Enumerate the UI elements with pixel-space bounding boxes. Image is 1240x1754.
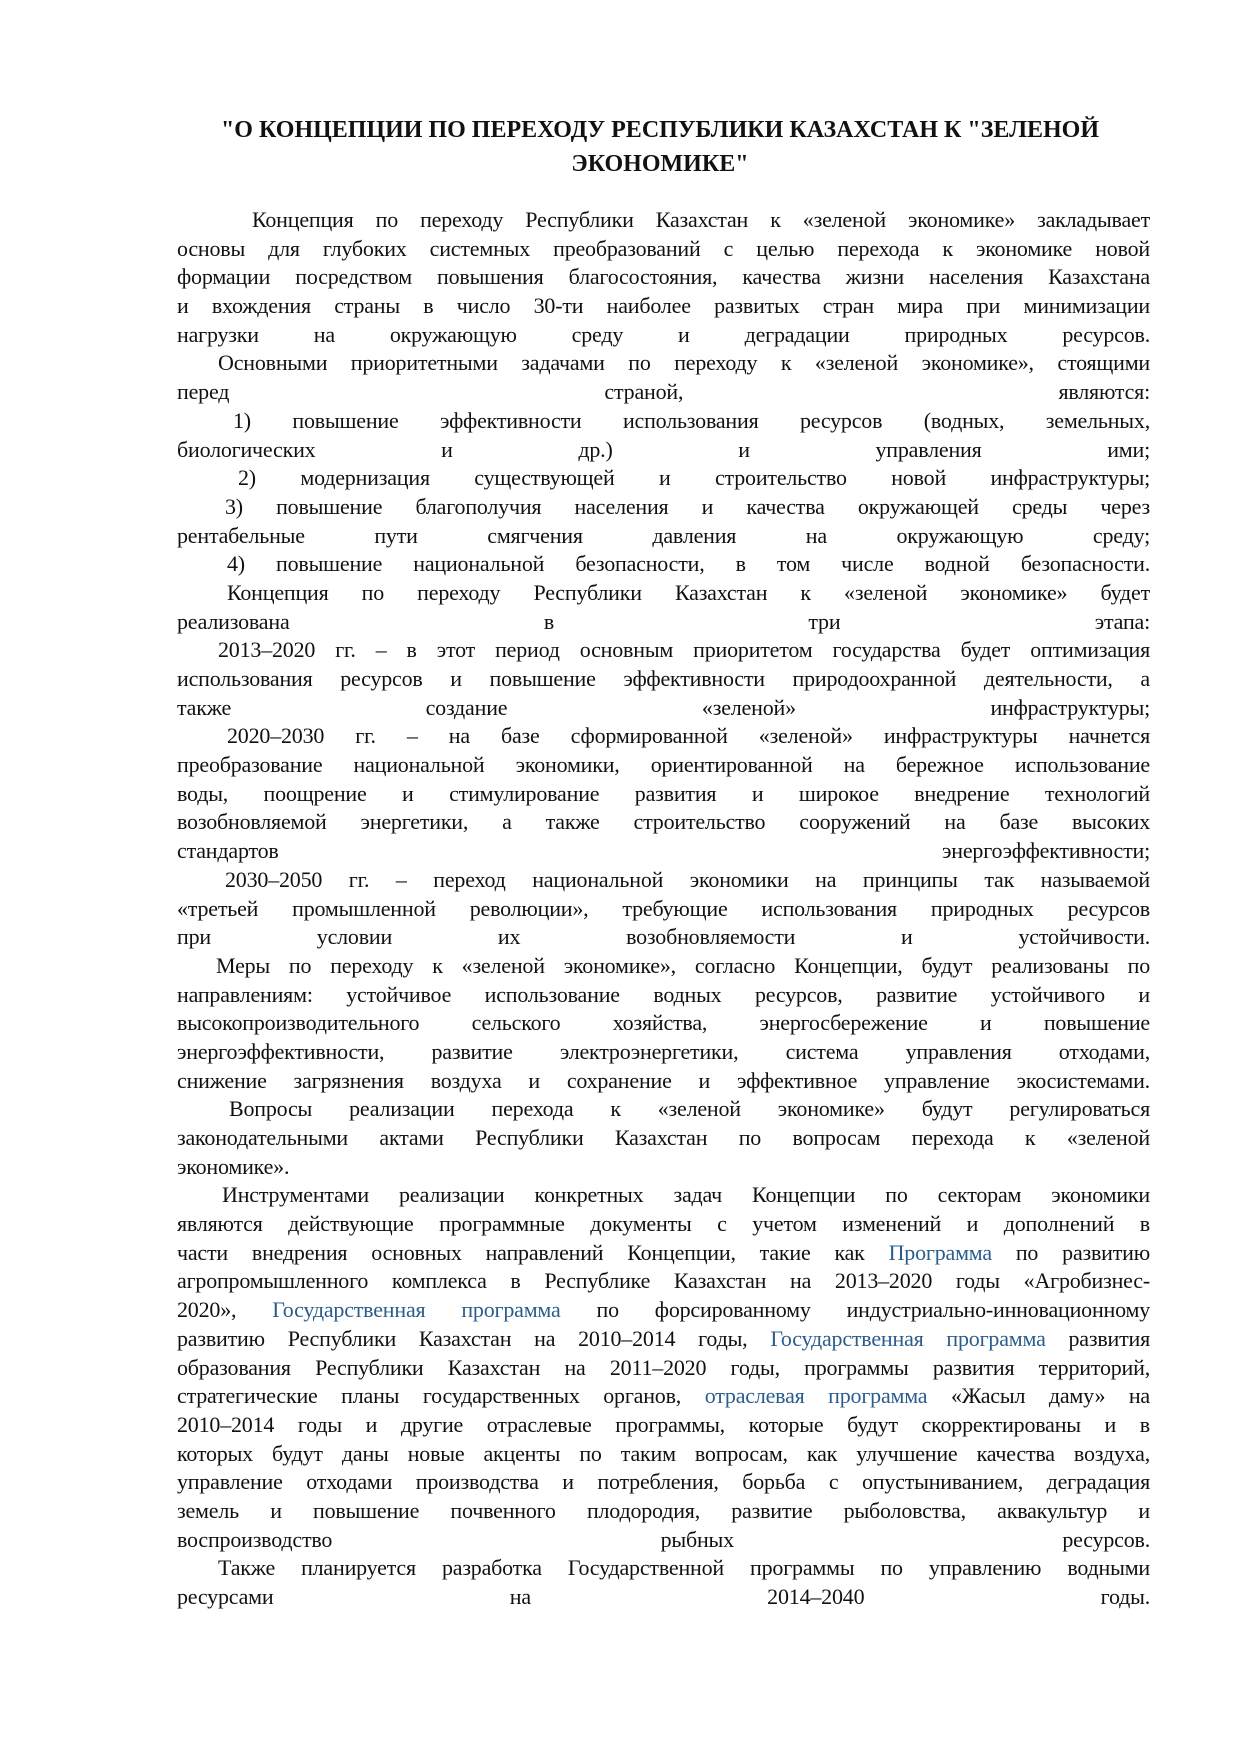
text-segment: 2) модернизация существующей и строительство новой инфраструктуры;: [238, 465, 1150, 491]
text-segment: 2010–2014 годы и другие отраслевые программы, которые будут скорректированы и в: [177, 1411, 1150, 1437]
document-title: [160, 113, 1160, 181]
program-link[interactable]: отраслевая программа: [704, 1383, 928, 1409]
text-segment: образования Республики Казахстан на 2011–2020 годы, программы развития территорий,: [177, 1354, 1150, 1380]
program-link[interactable]: Государственная программа: [770, 1325, 1046, 1351]
text-line: [177, 923, 1150, 952]
text-segment: перед страной, являются:: [177, 379, 1150, 405]
text-line: [177, 1267, 1150, 1296]
text-segment: стратегические планы государственных органов,: [177, 1383, 705, 1409]
text-line: [177, 1411, 1150, 1440]
text-line: [177, 1497, 1150, 1526]
text-segment: снижение загрязнения воздуха и сохранение и эффективное управление экосистемами.: [177, 1067, 1150, 1093]
text-segment: использования ресурсов и повышение эффективности природоохранной деятельности, а: [177, 666, 1150, 691]
text-line: [177, 1583, 1150, 1612]
text-line: [177, 1210, 1150, 1239]
text-line: [177, 808, 1150, 837]
text-line: [177, 1038, 1150, 1067]
text-segment: законодательными актами Республики Казахстан по вопросам перехода к «зеленой: [177, 1125, 1150, 1150]
text-line: [177, 1325, 1150, 1354]
text-line: [177, 694, 1150, 723]
text-line: [177, 1382, 1150, 1411]
text-line: [177, 464, 1150, 493]
text-line: [177, 292, 1150, 321]
text-segment: земель и повышение почвенного плодородия, развитие рыболовства, аквакультур и: [177, 1497, 1150, 1523]
text-line: [177, 722, 1150, 751]
text-line: [177, 579, 1150, 608]
text-segment: развитию Республики Казахстан на 2010–2014 годы,: [177, 1325, 771, 1351]
text-line: [177, 1440, 1150, 1469]
text-line: [177, 263, 1150, 292]
text-segment: которых будут даны новые акценты по таким вопросам, как улучшение качества воздуха,: [177, 1440, 1150, 1466]
text-segment: 2030–2050 гг. – переход национальной экономики на принципы так называемой: [225, 866, 1150, 892]
text-line: [177, 235, 1150, 264]
text-segment: 2013–2020 гг. – в этот период основным приоритетом государства будет оптимизация: [218, 637, 1150, 663]
text-segment: Также планируется разработка Государственной программы по управлению водными: [218, 1555, 1150, 1581]
text-line: [177, 1296, 1150, 1325]
text-segment: Концепция по переходу Республики Казахстан к «зеленой экономике» будет: [227, 579, 1150, 605]
text-segment: 2020–2030 гг. – на базе сформированной «зеленой» инфраструктуры начнется: [227, 723, 1150, 749]
text-line: [177, 895, 1150, 924]
text-line: [177, 981, 1150, 1010]
text-segment: реализована в три этапа:: [177, 608, 1150, 634]
text-segment: биологических и др.) и управления ими;: [177, 436, 1150, 462]
text-segment: Меры по переходу к «зеленой экономике», согласно Концепции, будут реализованы по: [216, 952, 1150, 978]
text-line: [177, 780, 1150, 809]
text-line: [177, 1124, 1150, 1153]
text-segment: развития: [1045, 1325, 1150, 1351]
text-segment: управление отходами производства и потребления, борьба с опустыниванием, деградация: [177, 1469, 1150, 1495]
text-segment: по форсированному индустриально-инновационному: [560, 1297, 1150, 1323]
text-segment: Инструментами реализации конкретных задач Концепции по секторам экономики: [222, 1182, 1150, 1208]
text-segment: Концепция по переходу Республики Казахстан к «зеленой экономике» закладывает: [252, 207, 1150, 232]
text-segment: стандартов энергоэффективности;: [177, 838, 1150, 864]
text-segment: энергоэффективности, развитие электроэнергетики, система управления отходами,: [177, 1038, 1150, 1064]
text-segment: при условии их возобновляемости и устойчивости.: [177, 924, 1150, 950]
text-line: [177, 952, 1150, 981]
text-line: [177, 349, 1150, 378]
text-segment: 4) повышение национальной безопасности, в том числе водной безопасности.: [227, 551, 1150, 577]
text-line: [177, 837, 1150, 866]
title-line-1: "О КОНЦЕПЦИИ ПО ПЕРЕХОДУ РЕСПУБЛИКИ КАЗАХСТАН К "ЗЕЛЕНОЙ: [220, 117, 1099, 143]
program-link[interactable]: Государственная программа: [272, 1297, 561, 1323]
text-segment: основы для глубоких системных преобразований с целью перехода к экономике новой: [177, 235, 1150, 261]
text-segment: Основными приоритетными задачами по переходу к «зеленой экономике», стоящими: [218, 350, 1150, 376]
text-segment: формации посредством повышения благосостояния, качества жизни населения Казахстана: [177, 264, 1150, 290]
text-line: [177, 407, 1150, 436]
text-segment: нагрузки на окружающую среду и деградации природных ресурсов.: [177, 321, 1150, 347]
title-line-2: ЭКОНОМИКЕ": [571, 151, 749, 177]
text-segment: высокопроизводительного сельского хозяйства, энергосбережение и повышение: [177, 1010, 1150, 1036]
text-segment: «третьей промышленной революции», требующие использования природных ресурсов: [177, 895, 1150, 921]
document-body: [177, 206, 1150, 1612]
text-line: [177, 436, 1150, 465]
text-line: [177, 1526, 1150, 1555]
text-line: [177, 550, 1150, 579]
text-segment: 2020»,: [177, 1297, 273, 1323]
text-line: [177, 751, 1150, 780]
text-segment: являются действующие программные документы с учетом изменений и дополнений в: [177, 1211, 1150, 1237]
text-segment: по развитию: [991, 1239, 1150, 1265]
text-segment: агропромышленного комплекса в Республике Казахстан на 2013–2020 годы «Агробизнес-: [177, 1268, 1150, 1294]
text-segment: 1) повышение эффективности использования ресурсов (водных, земельных,: [233, 407, 1150, 433]
text-segment: также создание «зеленой» инфраструктуры;: [177, 694, 1150, 720]
text-line: [177, 608, 1150, 637]
text-segment: воды, поощрение и стимулирование развития и широкое внедрение технологий: [177, 780, 1150, 806]
text-line: [177, 522, 1150, 551]
text-line: [177, 321, 1150, 350]
text-line: [177, 1468, 1150, 1497]
text-segment: 3) повышение благополучия населения и качества окружающей среды через: [225, 493, 1150, 519]
text-segment: и вхождения страны в число 30-ти наиболее развитых стран мира при минимизации: [177, 293, 1150, 319]
text-line: [177, 1554, 1150, 1583]
text-segment: рентабельные пути смягчения давления на окружающую среду;: [177, 522, 1150, 548]
text-line: [177, 1239, 1150, 1268]
text-segment: ресурсами на 2014–2040 годы.: [177, 1584, 1150, 1609]
program-link[interactable]: Программа: [888, 1239, 992, 1265]
text-segment: экономике».: [177, 1153, 290, 1179]
text-line: [177, 1095, 1150, 1124]
text-segment: Вопросы реализации перехода к «зеленой экономике» будут регулироваться: [229, 1096, 1150, 1122]
text-segment: направлениям: устойчивое использование водных ресурсов, развитие устойчивого и: [177, 981, 1150, 1007]
text-segment: преобразование национальной экономики, ориентированной на бережное использование: [177, 752, 1150, 778]
text-segment: «Жасыл даму» на: [927, 1383, 1150, 1409]
text-segment: возобновляемой энергетики, а также строительство сооружений на базе высоких: [177, 809, 1150, 835]
text-line: [177, 1354, 1150, 1383]
text-segment: части внедрения основных направлений Концепции, такие как: [177, 1239, 889, 1265]
text-line: [177, 493, 1150, 522]
text-line: [177, 1153, 1150, 1182]
text-segment: воспроизводство рыбных ресурсов.: [177, 1526, 1150, 1552]
text-line: [177, 1067, 1150, 1096]
text-line: [177, 206, 1150, 235]
text-line: [177, 1009, 1150, 1038]
text-line: [177, 636, 1150, 665]
text-line: [177, 866, 1150, 895]
text-line: [177, 665, 1150, 694]
text-line: [177, 1181, 1150, 1210]
text-line: [177, 378, 1150, 407]
